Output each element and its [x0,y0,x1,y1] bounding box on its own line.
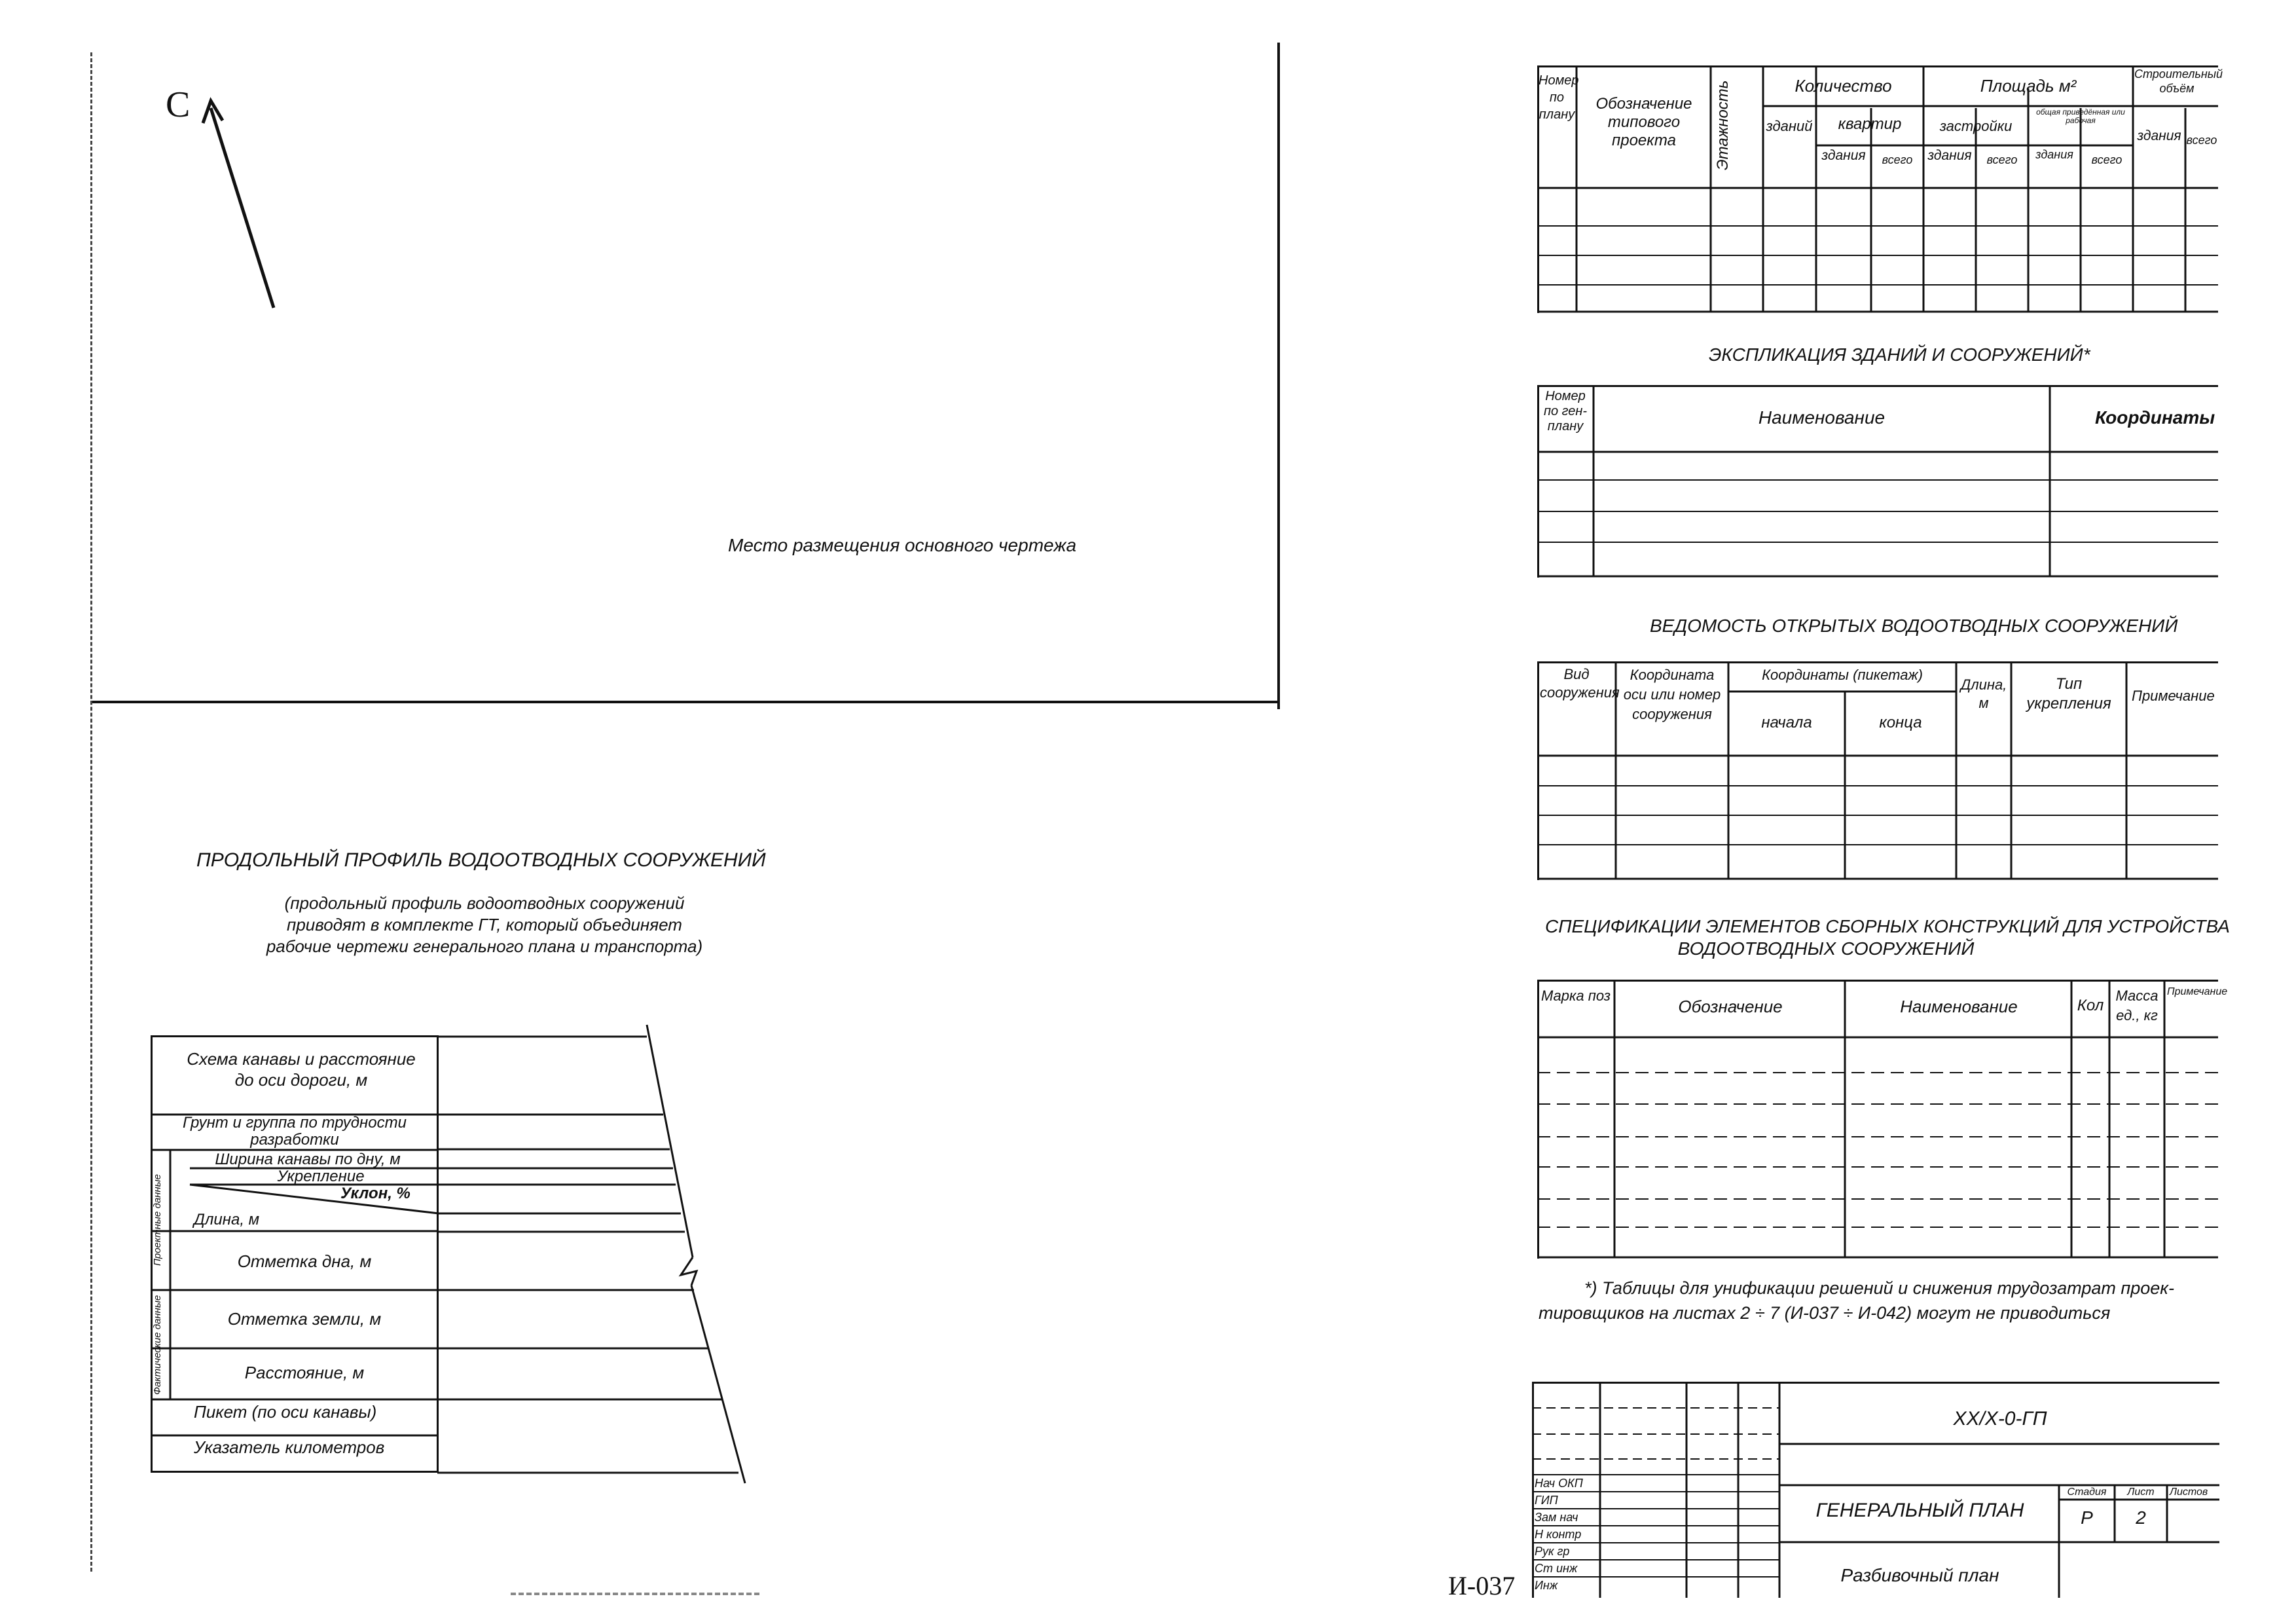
row-distance: Расстояние, м [244,1363,365,1382]
spec-title-line1: СПЕЦИФИКАЦИИ ЭЛЕМЕНТОВ СБОРНЫХ КОНСТРУКЦИЙ ДЛЯ УСТРОЙСТВА [1545,916,2230,936]
group-actual-label: Фактические данные [152,1295,163,1395]
left-margin-line [90,52,92,1572]
stamp-sheets-label: Листов [2170,1486,2208,1498]
bt-buildings: зданий [1766,118,1813,134]
stamp-role: Рук гр [1535,1545,1570,1558]
stamp-stage: Р [2081,1507,2093,1528]
bt-floors: Этажность [1714,80,1732,171]
profile-note-line: (продольный профиль водоотводных сооружений [284,893,685,913]
row-slope: Уклон, % [340,1185,410,1202]
stamp-role: Н контр [1535,1528,1582,1541]
row-ditch-scheme: Схема канавы и расстояние до оси дороги, м [187,1049,416,1090]
explication-title: ЭКСПЛИКАЦИЯ ЗДАНИЙ И СООРУЖЕНИЙ* [1709,344,2090,365]
bt-designation: Обозначение типового проекта [1595,95,1692,149]
dr-end: конца [1879,714,1922,731]
main-drawing-frame-right-border [1277,43,1280,709]
spec-title-line2: ВОДООТВОДНЫХ СООРУЖЕНИЙ [1677,938,1975,959]
exp-number: Номер по ген-плану [1543,389,1588,434]
profile-note-line: приводят в комплекте ГТ, который объединяет [287,915,682,934]
sp-designation: Обозначение [1678,997,1783,1016]
dr-coords: Координаты (пикетаж) [1762,667,1923,683]
spec-title [1545,915,2230,960]
sp-qty: Кол [2077,997,2104,1014]
bt-area: Площадь м² [1980,76,2077,96]
bt-apt-total: всего [1882,153,1913,166]
bt-vol-building: здания [2137,128,2181,143]
profile-graph-area [437,1025,758,1483]
bt-apartments: квартир [1838,115,1902,133]
stamp-sheet: 2 [2136,1507,2146,1528]
bt-common: общая приведённая или рабочая [2036,107,2125,125]
sp-mark: Марка поз [1540,987,1611,1004]
dr-start: начала [1761,714,1812,731]
footnote-line1: *) Таблицы для унификации решений и снижения трудозатрат проек- [1584,1278,2175,1298]
dr-note: Примечание [2132,688,2215,704]
row-ditch-width: Ширина канавы по дну, м [215,1151,401,1168]
bt-number: Номер по плану [1539,73,1579,122]
bt-built-total: всего [1986,153,2018,166]
stamp-role: Ст инж [1535,1562,1578,1575]
stamp-subtitle: Разбивочный план [1840,1565,1999,1585]
north-arrow-icon [196,92,288,314]
bt-quantity: Количество [1795,76,1892,96]
main-drawing-placeholder: Место размещения основного чертежа [728,535,1077,555]
stamp-role: Нач ОКП [1535,1477,1583,1490]
bt-built: застройки [1939,118,2013,134]
group-design-label: Проектные данные [152,1174,163,1266]
row-reinforcement: Укрепление [277,1168,365,1185]
sp-note: Примечание [2167,986,2228,997]
stamp-stage-label: Стадия [2067,1486,2107,1498]
stamp-title: ГЕНЕРАЛЬНЫЙ ПЛАН [1815,1500,2024,1521]
sp-mass: Масса ед., кг [2115,987,2159,1024]
drainage-title: ВЕДОМОСТЬ ОТКРЫТЫХ ВОДООТВОДНЫХ СООРУЖЕНИЙ [1650,616,2178,636]
row-ground-mark: Отметка земли, м [227,1309,382,1329]
row-picket: Пикет (по оси канавы) [194,1402,377,1422]
dr-type: Вид сооружения [1540,666,1620,701]
row-km-indicator: Указатель километров [194,1437,385,1457]
row-length: Длина, м [194,1211,260,1228]
sheet-code: И-037 [1448,1571,1516,1600]
stamp-role: ГИП [1535,1494,1558,1507]
stamp-role: Инж [1535,1579,1558,1592]
stamp-role: Зам нач [1535,1511,1578,1524]
sp-name: Наименование [1900,997,2018,1016]
profile-note [170,893,799,957]
bt-apt-building: здания [1821,148,1866,163]
dr-axis: Координата оси или номер сооружения [1623,667,1721,722]
row-soil: Грунт и группа по трудности разработки [183,1114,407,1149]
bt-common-building: здания [2035,148,2073,161]
dr-reinforcement: Тип укрепления [2026,675,2111,712]
stamp-roles [1535,1475,1583,1594]
profile-table [151,1035,439,1473]
bt-vol-total: всего [2186,134,2217,147]
bt-volume: Строительный объём [2134,67,2223,95]
stamp-code: ХХ/Х-0-ГП [1953,1408,2047,1430]
footnote-line2: тировщиков на листах 2 ÷ 7 (И-037 ÷ И-042) могут не приводиться [1539,1303,2111,1323]
north-label: С [166,84,191,125]
profile-title: ПРОДОЛЬНЫЙ ПРОФИЛЬ ВОДООТВОДНЫХ СООРУЖЕНИЙ [196,849,766,871]
bt-common-total: всего [2091,153,2123,166]
dr-length: Длина, м [1960,676,2007,711]
profile-note-line: рабочие чертежи генерального плана и транспорта) [266,936,703,956]
left-bottom-dashes [511,1593,759,1595]
stamp-sheet-label: Лист [2127,1486,2155,1498]
main-drawing-frame-bottom-border [90,701,1280,703]
exp-coordinates: Координаты [2095,407,2215,428]
row-bottom-mark: Отметка дна, м [237,1251,372,1271]
exp-name: Наименование [1758,407,1886,428]
bt-built-building: здания [1927,148,1972,163]
